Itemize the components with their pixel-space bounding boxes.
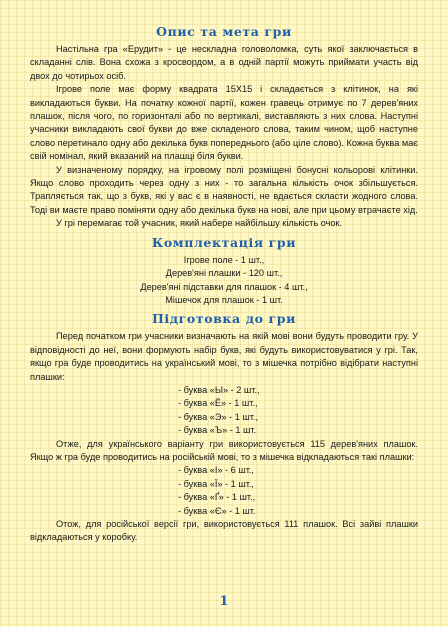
rules-paragraph: Ігрове поле має форму квадрата 15Х15 і складається з клітинок, на які викладаються букви. На початку кожної партії, кожен гравець отримує по 7 дерев'яних плашок, після чого, по горизонталі або по вертикалі, виставляють з них слова. Наступні учасники викладають свої букви до вже складеного слова, таким чином, щоб наступне слово перетинало одну або декілька букв попереднього (або ціле слово). Кожна буква має свій номінал, який вказаний на плашці біля букви.	[30, 84, 418, 162]
rules-paragraph: У визначеному порядку, на ігровому полі розміщені бонусні кольорові клітинки. Якщо слово проходить через одну з них - то загальна кількість очок збільшується. Трапляється так, що з букв, які у вас є в наявності, не вдається скласти жодного слова. Тоді ви маєте право поміняти одну або декілька букв на нові, але при цьому втрачаєте хід.	[30, 164, 418, 215]
list-item: - буква «Ґ» - 1 шт.,	[178, 492, 256, 503]
list-item: - буква «Є» - 1 шт.	[178, 505, 256, 516]
list-item: - буква «Ё» - 1 шт.,	[178, 398, 258, 409]
prep-paragraph: Перед початком гри учасники визначають на якій мові вони будуть проводити гру. У відповідності до неї, вони формують набір букв, які будуть використовуватися у грі. Так, якщо гра буде проводитись на український мові, то з мішечка потрібно відібрати наступні плашки:	[30, 331, 418, 382]
list-item: - буква «Ы» - 2 шт.,	[178, 384, 260, 395]
list-item: - буква «І» - 6 шт.,	[178, 465, 254, 476]
prep-paragraph: Отож, для російської версії гри, використовується 111 плашок. Всі зайві плашки відкладаються у коробку.	[30, 519, 418, 543]
page-number: 1	[219, 594, 229, 609]
rules-paragraph: У грі перемагає той учасник, який набере найбільшу кількість очок.	[56, 218, 343, 229]
section-title-kit: Комплектація гри	[151, 234, 297, 250]
section-title-rules: Опис та мета гри	[156, 24, 292, 39]
kit-item: Дерев'яні підставки для плашок - 4 шт.,	[140, 281, 308, 292]
kit-item: Ігрове поле - 1 шт.,	[183, 254, 265, 265]
list-item: - буква «Ъ» - 1 шт.	[178, 425, 257, 436]
kit-item: Дерев'яні плашки - 120 шт.,	[165, 268, 283, 279]
prep-paragraph: Отже, для українського варіанту гри використовується 115 дерев'яних плашок. Якщо ж гра буде проводитись на російській мові, то з мішечка відкладаються такі плашки:	[30, 438, 418, 462]
list-item: - буква «Э» - 1 шт.,	[178, 411, 259, 422]
list-item: - буква «Ї» - 1 шт.,	[178, 478, 254, 489]
kit-item: Мішечок для плашок - 1 шт.	[165, 294, 283, 305]
rules-paragraph: Настільна гра «Ерудит» - це нескладна головоломка, суть якої заключається в складанні слів. Вона схожа з кросвордом, а в одній партії можуть приймати участь від двох до чотирьох осіб.	[30, 44, 418, 81]
section-title-prep: Підготовка до гри	[151, 311, 297, 327]
